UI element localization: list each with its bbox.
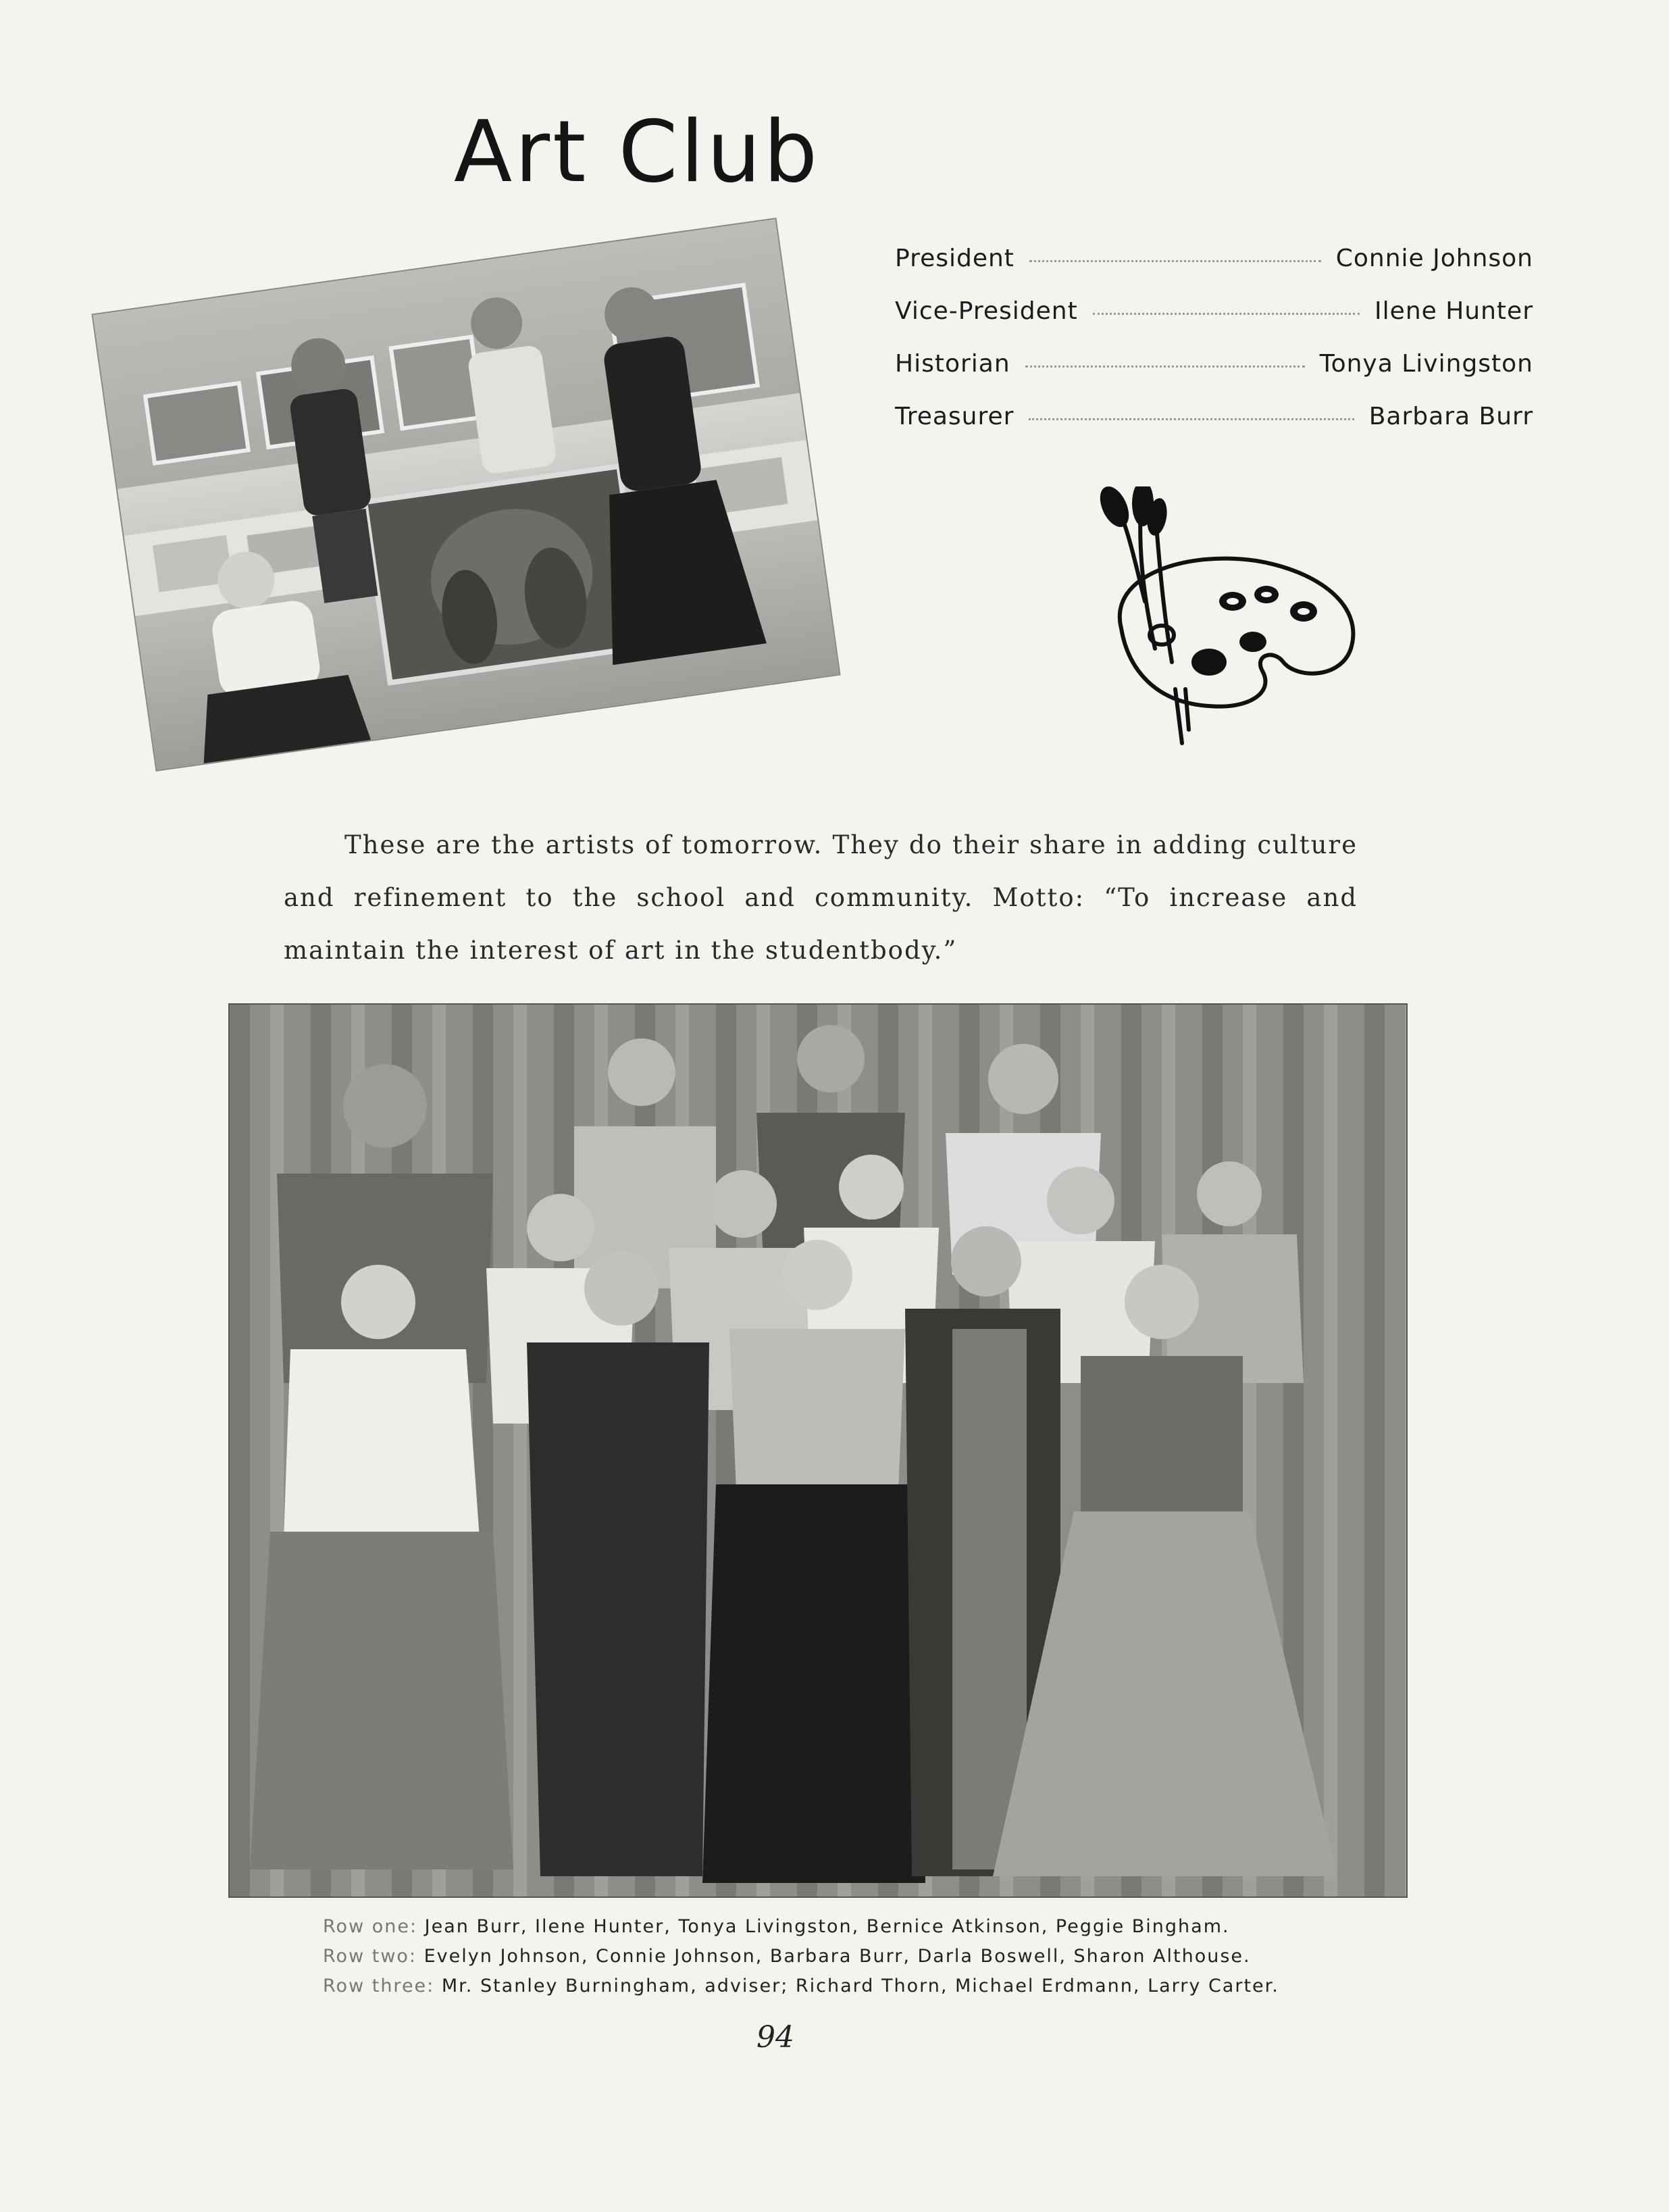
officers-list — [895, 245, 1533, 455]
caption-row-label: Row three: — [323, 1976, 435, 1996]
caption-row-one — [323, 1912, 1316, 1942]
photo-caption — [323, 1912, 1316, 2001]
officer-name: Tonya Livingston — [1319, 350, 1533, 378]
page-title: Art Club — [454, 102, 821, 201]
caption-row-two — [323, 1942, 1316, 1971]
caption-row-label: Row two: — [323, 1946, 417, 1967]
officer-role: President — [895, 245, 1015, 272]
officer-name: Barbara Burr — [1368, 403, 1533, 430]
page-number: 94 — [756, 2020, 794, 2055]
caption-row-label: Row one: — [323, 1916, 418, 1937]
caption-row-names: Evelyn Johnson, Connie Johnson, Barbara Burr, Darla Boswell, Sharon Althouse. — [423, 1946, 1251, 1967]
officer-role: Vice-President — [895, 297, 1078, 325]
caption-row-three — [323, 1971, 1316, 2001]
officer-row-treasurer — [895, 403, 1533, 455]
leader-dots — [1029, 260, 1321, 262]
intro-paragraph: These are the artists of tomorrow. They do their share in adding culture and refinement to the school and community. Motto: “To increase and maintain the interest of art in the studentbody.” — [284, 830, 1358, 965]
officer-row-president — [895, 245, 1533, 297]
officer-role: Treasurer — [895, 403, 1015, 430]
leader-dots — [1025, 366, 1305, 368]
group-photo — [230, 1005, 1406, 1896]
officer-name: Connie Johnson — [1335, 245, 1533, 272]
caption-row-names: Jean Burr, Ilene Hunter, Tonya Livingston, Bernice Atkinson, Peggie Bingham. — [424, 1916, 1230, 1937]
officer-role: Historian — [895, 350, 1010, 378]
art-exhibit-photo — [93, 219, 840, 770]
leader-dots — [1093, 313, 1360, 315]
leader-dots — [1029, 418, 1354, 420]
caption-row-names: Mr. Stanley Burningham, adviser; Richard Thorn, Michael Erdmann, Larry Carter. — [441, 1976, 1279, 1996]
officer-name: Ilene Hunter — [1375, 297, 1533, 325]
paint-palette-with-brushes-icon — [1081, 486, 1364, 757]
officer-row-vice-president — [895, 297, 1533, 350]
officer-row-historian — [895, 350, 1533, 403]
